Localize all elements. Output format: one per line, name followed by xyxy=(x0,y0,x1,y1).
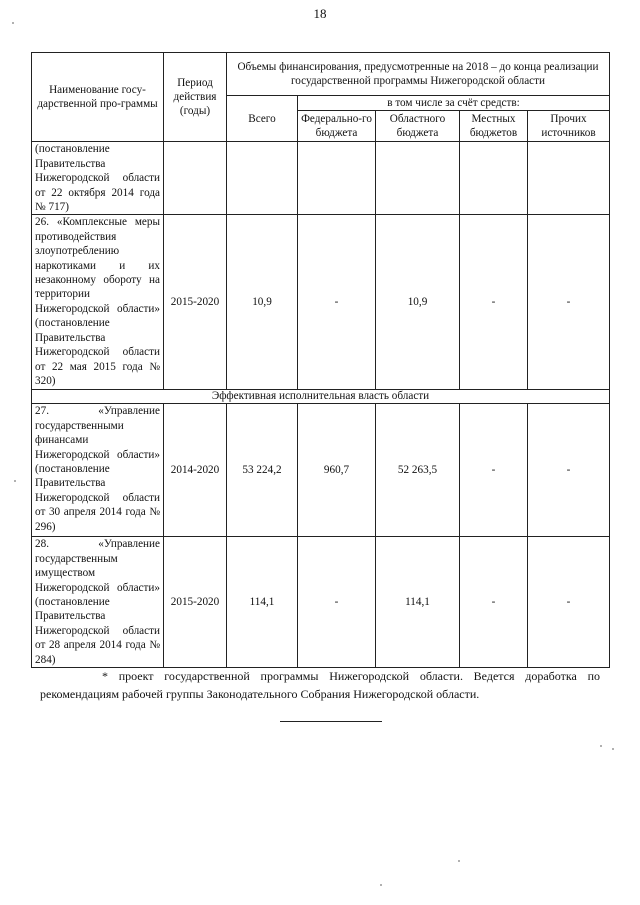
regional-cell: 114,1 xyxy=(376,537,460,668)
other-cell xyxy=(528,142,610,215)
scan-speck xyxy=(612,748,614,750)
header-total: Всего xyxy=(227,96,298,142)
header-including: в том числе за счёт средств: xyxy=(298,96,610,111)
header-name: Наименование госу-дарственной про-граммы xyxy=(32,53,164,142)
scan-speck xyxy=(380,884,382,886)
total-cell: 53 224,2 xyxy=(227,404,298,537)
program-name: (постановление Правительства Нижегородской области от 22 октября 2014 года № 717) xyxy=(32,142,164,215)
regional-cell: 52 263,5 xyxy=(376,404,460,537)
period-cell: 2015-2020 xyxy=(164,537,227,668)
regional-cell: 10,9 xyxy=(376,215,460,390)
page-number: 18 xyxy=(313,6,327,21)
header-regional: Областного бюджета xyxy=(376,111,460,142)
scan-speck xyxy=(14,480,16,482)
program-name: 26. «Комплексные меры противодействия злоупотреблению наркотиками и их незаконному обороту на территории Нижегородской области» (постановление Правительства Нижегородской области от 22 мая 2015 года № 320) xyxy=(32,215,164,390)
local-cell: - xyxy=(460,537,528,668)
other-cell: - xyxy=(528,215,610,390)
table-row xyxy=(32,537,610,668)
scan-speck xyxy=(12,22,14,24)
other-cell: - xyxy=(528,537,610,668)
local-cell xyxy=(460,142,528,215)
header-funding: Объемы финансирования, предусмотренные на 2018 – до конца реализации государственной программы Нижегородской области xyxy=(227,53,610,96)
program-name: 28. «Управление государственным имуществом Нижегородской области» (постановление Правительства Нижегородской области от 28 апреля 2014 года № 284) xyxy=(32,537,164,668)
federal-cell: 960,7 xyxy=(298,404,376,537)
divider-line xyxy=(280,721,382,722)
period-cell: 2014-2020 xyxy=(164,404,227,537)
period-cell xyxy=(164,142,227,215)
header-federal: Федерально-го бюджета xyxy=(298,111,376,142)
local-cell: - xyxy=(460,404,528,537)
regional-cell xyxy=(376,142,460,215)
section-row xyxy=(32,390,610,404)
federal-cell: - xyxy=(298,537,376,668)
federal-cell: - xyxy=(298,215,376,390)
section-title: Эффективная исполнительная власть области xyxy=(32,390,610,404)
total-cell xyxy=(227,142,298,215)
header-period: Период действия (годы) xyxy=(164,53,227,142)
table-row xyxy=(32,215,610,390)
total-cell: 10,9 xyxy=(227,215,298,390)
table-row xyxy=(32,142,610,215)
funding-table xyxy=(31,52,610,668)
other-cell: - xyxy=(528,404,610,537)
footnote: * проект государственной программы Нижегородской области. Ведется доработка по рекомендациям рабочей группы Законодательного Собрания Нижегородской области. xyxy=(40,669,600,701)
table-row xyxy=(32,404,610,537)
local-cell: - xyxy=(460,215,528,390)
period-cell: 2015-2020 xyxy=(164,215,227,390)
header-local: Местных бюджетов xyxy=(460,111,528,142)
federal-cell xyxy=(298,142,376,215)
scan-speck xyxy=(458,860,460,862)
header-other: Прочих источников xyxy=(528,111,610,142)
total-cell: 114,1 xyxy=(227,537,298,668)
scan-speck xyxy=(600,745,602,747)
program-name: 27. «Управление государственными финансами Нижегородской области» (постановление Правительства Нижегородской области от 30 апреля 2014 года № 296) xyxy=(32,404,164,537)
